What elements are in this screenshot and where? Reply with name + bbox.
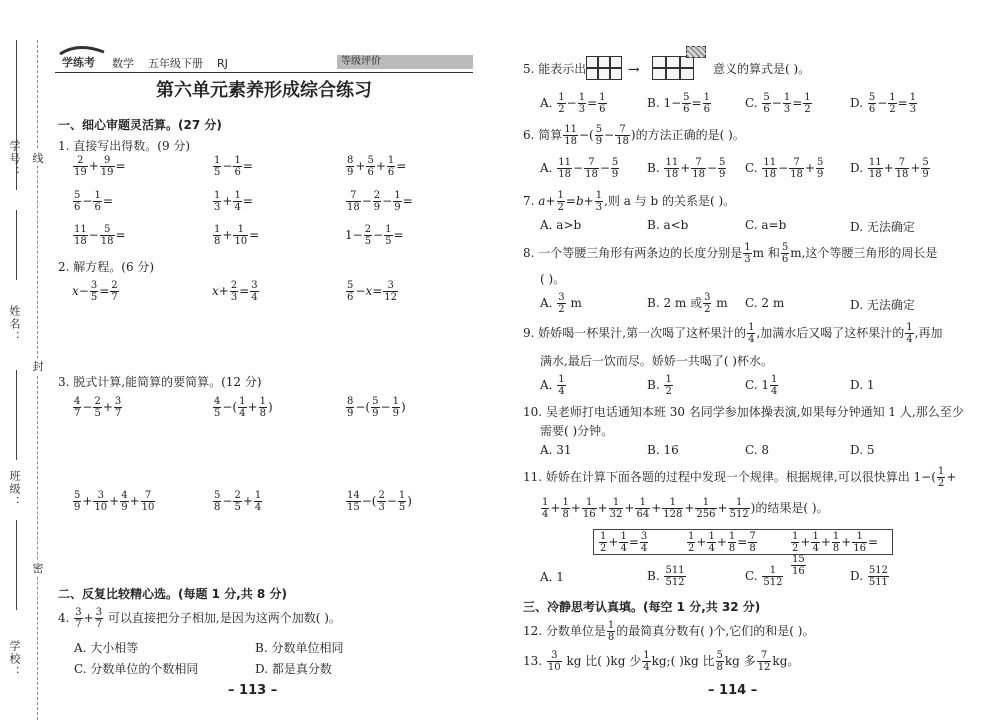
question-11-series: $\frac{1}{4}$ + $\frac{1}{8}$ + $\frac{1}{16}$ + $\frac{1}{32}$ + $\frac{1}{64}$ + $\frac{1}{128}$ + $\frac{1}{256}$ + $\frac{1}{512}$ )的结果是( )。 [542,497,829,520]
header-meta [112,55,228,71]
equation-3: $\frac{5}{6}$ −x= $\frac{3}{12}$ [347,280,398,303]
calc-1-7: $\frac{11}{18}$ − $\frac{5}{18}$ = [74,224,126,247]
q10-option-d[interactable]: D. 5 [850,443,875,457]
name-label: 姓名： [8,305,21,344]
fraction-grid-removed [652,56,694,80]
q10-option-b[interactable]: B. 16 [647,443,679,457]
question-10: 10. 吴老师打电话通知本班 30 名同学参加体操表演,如果每分钟通知 1 人,那么至少 [523,405,964,419]
student-id-label: 学号： [8,140,21,179]
question-11: 11. 娇娇在计算下面各题的过程中发现一个规律。根据规律,可以很快算出 1−( $\frac{1}{2}$ + [523,466,957,489]
binding-word-mi: 密 [32,562,44,575]
q4-option-a[interactable]: A. 大小相等 [74,641,139,655]
q11-option-c[interactable]: C. $\frac{1}{512}$ [745,565,783,588]
question-12: 12. 分数单位是 $\frac{1}{8}$ 的最简真分数有( )个,它们的和是( )。 [523,620,815,643]
pattern-box: $\frac{1}{2}$ + $\frac{1}{4}$ = $\frac{3}{4}$ $\frac{1}{2}$ + $\frac{1}{4}$ + $\frac{1}{8}$ = $\frac{7}{8}$ $\frac{1}{2}$ + $\frac{1}{4}$ + $\frac{1}{8}$ + $\frac{1}{16}$ = $\frac{15}{16}$ [593,529,893,555]
q9-option-b[interactable]: B. $\frac{1}{2}$ [647,374,672,397]
q4-option-c[interactable]: C. 分数单位的个数相同 [74,662,199,676]
question-2: 2. 解方程。(6 分) [58,260,155,274]
school-label: 学校： [8,640,21,679]
q8-option-b[interactable]: B. 2 m 或 $\frac{3}{2}$ m [647,292,728,315]
q5-option-b[interactable]: B. 1− $\frac{5}{6}$ = $\frac{1}{6}$ [647,92,710,115]
calc-3-1: $\frac{4}{7}$ − $\frac{2}{5}$ + $\frac{3}{7}$ [74,396,122,419]
q5-option-c[interactable]: C. $\frac{5}{6}$ − $\frac{1}{3}$ = $\frac{1}{2}$ [745,92,811,115]
calc-3-3: $\frac{8}{9}$ −( $\frac{5}{9}$ − $\frac{1}{9}$ ) [347,396,406,419]
calc-1-9: 1− $\frac{2}{5}$ − $\frac{1}{5}$ = [345,224,404,247]
question-8-blank: ( )。 [540,272,566,286]
equation-1: x− $\frac{3}{5}$ = $\frac{2}{7}$ [72,280,118,303]
q6-option-b[interactable]: B. $\frac{11}{18}$ + $\frac{7}{18}$ − $\frac{5}{9}$ [647,157,726,180]
q4-option-b[interactable]: B. 分数单位相同 [255,641,344,655]
edition: RJ [217,57,228,70]
page-title: 第六单元素养形成综合练习 [156,80,372,101]
page-number-left: – 113 – [228,683,278,698]
svg-text:学练考: 学练考 [62,56,95,69]
subject: 数学 [112,57,134,70]
margin-line [16,370,17,460]
calc-1-4: $\frac{5}{6}$ − $\frac{1}{6}$ = [74,190,113,213]
calc-1-1: $\frac{2}{19}$ + $\frac{9}{19}$ = [74,155,126,178]
binding-word-feng: 封 [32,360,44,373]
class-label: 班级： [8,470,21,509]
calc-3-2: $\frac{4}{5}$ −( $\frac{1}{4}$ + $\frac{1}{8}$ ) [214,396,273,419]
arrow-icon: → [628,62,640,78]
q6-option-a[interactable]: A. $\frac{11}{18}$ − $\frac{7}{18}$ − $\frac{5}{9}$ [540,157,619,180]
grade-level: 五年级下册 [148,57,203,70]
q6-option-d[interactable]: D. $\frac{11}{18}$ + $\frac{7}{18}$ + $\frac{5}{9}$ [850,157,929,180]
q11-option-a[interactable]: A. 1 [540,570,564,584]
question-3: 3. 脱式计算,能简算的要简算。(12 分) [58,375,262,389]
margin-line [16,520,17,610]
calc-1-3: $\frac{8}{9}$ + $\frac{5}{6}$ + $\frac{1}{6}$ = [347,155,407,178]
section-3-heading: 三、冷静思考认真填。(每空 1 分,共 32 分) [523,600,761,614]
fraction-grid-full [586,56,622,80]
q7-option-c[interactable]: C. a=b [745,218,787,232]
calc-1-6: $\frac{7}{18}$ − $\frac{2}{9}$ − $\frac{1}{9}$ = [347,190,413,213]
header-rule [55,72,473,73]
calc-1-5: $\frac{1}{3}$ + $\frac{1}{4}$ = [214,190,253,213]
q5-option-a[interactable]: A. $\frac{1}{2}$ − $\frac{1}{3}$ = $\frac{1}{6}$ [540,92,606,115]
question-9: 9. 娇娇喝一杯果汁,第一次喝了这杯果汁的 $\frac{1}{4}$ ,加满水后又喝了这杯果汁的 $\frac{1}{4}$ ,再加 [523,322,943,345]
calc-3-4: $\frac{5}{9}$ + $\frac{3}{10}$ + $\frac{4}{9}$ + $\frac{7}{10}$ [74,490,155,513]
q9-option-a[interactable]: A. $\frac{1}{4}$ [540,374,565,397]
margin-line [16,210,17,280]
q5-option-d[interactable]: D. $\frac{5}{6}$ − $\frac{1}{2}$ = $\frac{1}{3}$ [850,92,917,115]
q9-option-c[interactable]: C. 1 $\frac{1}{4}$ [745,374,778,397]
question-8: 8. 一个等腰三角形有两条边的长度分别是 $\frac{1}{3}$ m 和 $\frac{5}{6}$ m,这个等腰三角形的周长是 [523,242,938,265]
question-4: 4. $\frac{3}{7}$ + $\frac{3}{7}$ 可以直接把分子相加,是因为这两个加数( )。 [58,607,341,630]
brand-logo [58,44,108,70]
question-9-cont: 满水,最后一饮而尽。娇娇一共喝了( )杯水。 [540,354,773,368]
binding-word-xian: 线 [32,152,44,165]
calc-3-6: $\frac{14}{15}$ −( $\frac{2}{3}$ − $\frac{1}{5}$ ) [347,490,412,513]
grade-evaluation-box: 等级评价 [337,55,473,69]
calc-1-2: $\frac{1}{5}$ − $\frac{1}{6}$ = [214,155,253,178]
q8-option-c[interactable]: C. 2 m [745,296,785,310]
q8-option-a[interactable]: A. $\frac{3}{2}$ m [540,292,582,315]
q11-option-d[interactable]: D. $\frac{512}{511}$ [850,565,888,588]
q8-option-d[interactable]: D. 无法确定 [850,298,915,312]
q11-option-b[interactable]: B. $\frac{511}{512}$ [647,565,685,588]
question-10-cont: 需要( )分钟。 [540,424,614,438]
question-6: 6. 简算 $\frac{11}{18}$ −( $\frac{5}{9}$ − $\frac{7}{18}$ )的方法正确的是( )。 [523,124,745,147]
calc-1-8: $\frac{1}{8}$ + $\frac{1}{10}$ = [214,224,260,247]
question-7: 7. a+ $\frac{1}{2}$ =b+ $\frac{1}{3}$ ,则 a 与 b 的关系是( )。 [523,190,736,213]
q7-option-d[interactable]: D. 无法确定 [850,220,915,234]
q9-option-d[interactable]: D. 1 [850,378,875,392]
question-5-text: 意义的算式是( )。 [713,62,811,76]
section-1-heading: 一、细心审题灵活算。(27 分) [58,118,222,132]
q10-option-c[interactable]: C. 8 [745,443,770,457]
question-1: 1. 直接写出得数。(9 分) [58,139,191,153]
q7-option-b[interactable]: B. a<b [647,218,689,232]
q7-option-a[interactable]: A. a>b [540,218,582,232]
question-5-prefix: 5. 能表示出 [523,62,587,76]
q6-option-c[interactable]: C. $\frac{11}{18}$ − $\frac{7}{18}$ + $\frac{5}{9}$ [745,157,824,180]
q10-option-a[interactable]: A. 31 [540,443,572,457]
q4-option-d[interactable]: D. 都是真分数 [255,662,332,676]
page-number-right: – 114 – [708,683,758,698]
question-13: 13. $\frac{3}{10}$ kg 比( )kg 少 $\frac{1}{4}$ kg;( )kg 比 $\frac{5}{8}$ kg 多 $\frac{7}{12}$ kg。 [523,650,800,673]
binding-line [37,40,38,720]
equation-2: x+ $\frac{2}{3}$ = $\frac{3}{4}$ [212,280,258,303]
calc-3-5: $\frac{5}{8}$ − $\frac{2}{5}$ + $\frac{1}{4}$ [214,490,262,513]
section-2-heading: 二、反复比较精心选。(每题 1 分,共 8 分) [58,587,287,601]
